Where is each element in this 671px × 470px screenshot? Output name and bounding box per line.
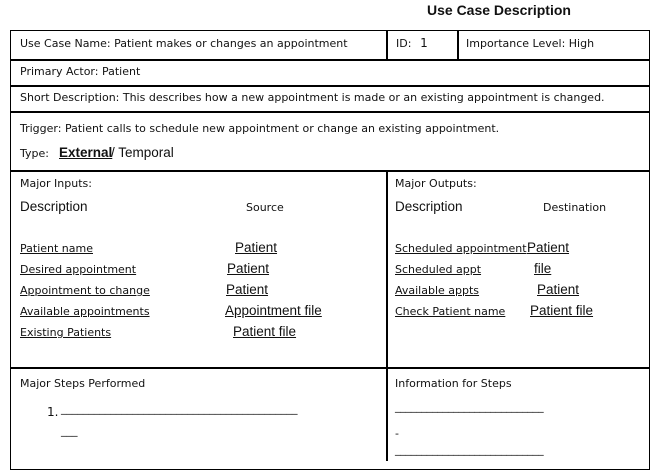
use-case-name: Use Case Name: Patient makes or changes an appointment	[20, 37, 348, 50]
outputs-destination-header: Destination	[543, 201, 607, 214]
step-line: ___________________________________________	[61, 402, 298, 415]
col-divider	[457, 30, 459, 59]
major-steps-heading: Major Steps Performed	[20, 377, 146, 390]
output-destination: Patient	[527, 240, 570, 255]
row-divider	[10, 170, 650, 172]
input-description: Appointment to change	[20, 284, 150, 297]
trigger: Trigger: Patient calls to schedule new appointment or change an existing appointment.	[20, 122, 500, 135]
input-source: Patient file	[233, 324, 297, 339]
id-value: 1	[420, 36, 428, 50]
info-dash: -	[395, 427, 399, 440]
input-source: Patient	[227, 261, 270, 276]
input-description: Existing Patients	[20, 326, 112, 339]
row-divider	[10, 111, 650, 113]
step-line-continued: ___	[61, 424, 78, 437]
input-description: Desired appointment	[20, 263, 137, 276]
info-steps-heading: Information for Steps	[395, 377, 512, 390]
info-line: ____________________________	[395, 400, 544, 413]
type-label: Type:	[20, 147, 49, 160]
outputs-description-header: Description	[395, 199, 463, 214]
id-label: ID:	[396, 37, 412, 50]
row-divider	[10, 367, 650, 369]
input-source: Appointment file	[225, 303, 322, 318]
output-description: Scheduled appointment	[395, 242, 527, 255]
input-description: Patient name	[20, 242, 93, 255]
output-destination: file	[534, 261, 552, 276]
row-divider	[10, 85, 650, 87]
type-temporal: / Temporal	[111, 145, 174, 160]
output-destination: Patient file	[530, 303, 594, 318]
output-description: Scheduled appt	[395, 263, 482, 276]
input-description: Available appointments	[20, 305, 150, 318]
output-description: Available appts	[395, 284, 480, 297]
inputs-description-header: Description	[20, 199, 88, 214]
inputs-source-header: Source	[246, 201, 284, 214]
major-inputs-heading: Major Inputs:	[20, 177, 92, 190]
importance-level: Importance Level: High	[466, 37, 595, 50]
output-destination: Patient	[537, 282, 580, 297]
type-external: External	[59, 145, 113, 160]
info-line: ____________________________	[395, 443, 544, 456]
major-outputs-heading: Major Outputs:	[395, 177, 477, 190]
row-divider	[10, 59, 650, 61]
input-source: Patient	[226, 282, 269, 297]
input-source: Patient	[235, 240, 278, 255]
col-divider	[386, 30, 388, 59]
short-description: Short Description: This describes how a new appointment is made or an existing appointment is changed.	[20, 91, 605, 104]
output-description: Check Patient name	[395, 305, 506, 318]
primary-actor: Primary Actor: Patient	[20, 65, 141, 78]
document-title: Use Case Description	[427, 2, 571, 18]
step-number: 1.	[47, 405, 59, 419]
col-divider	[386, 170, 388, 461]
